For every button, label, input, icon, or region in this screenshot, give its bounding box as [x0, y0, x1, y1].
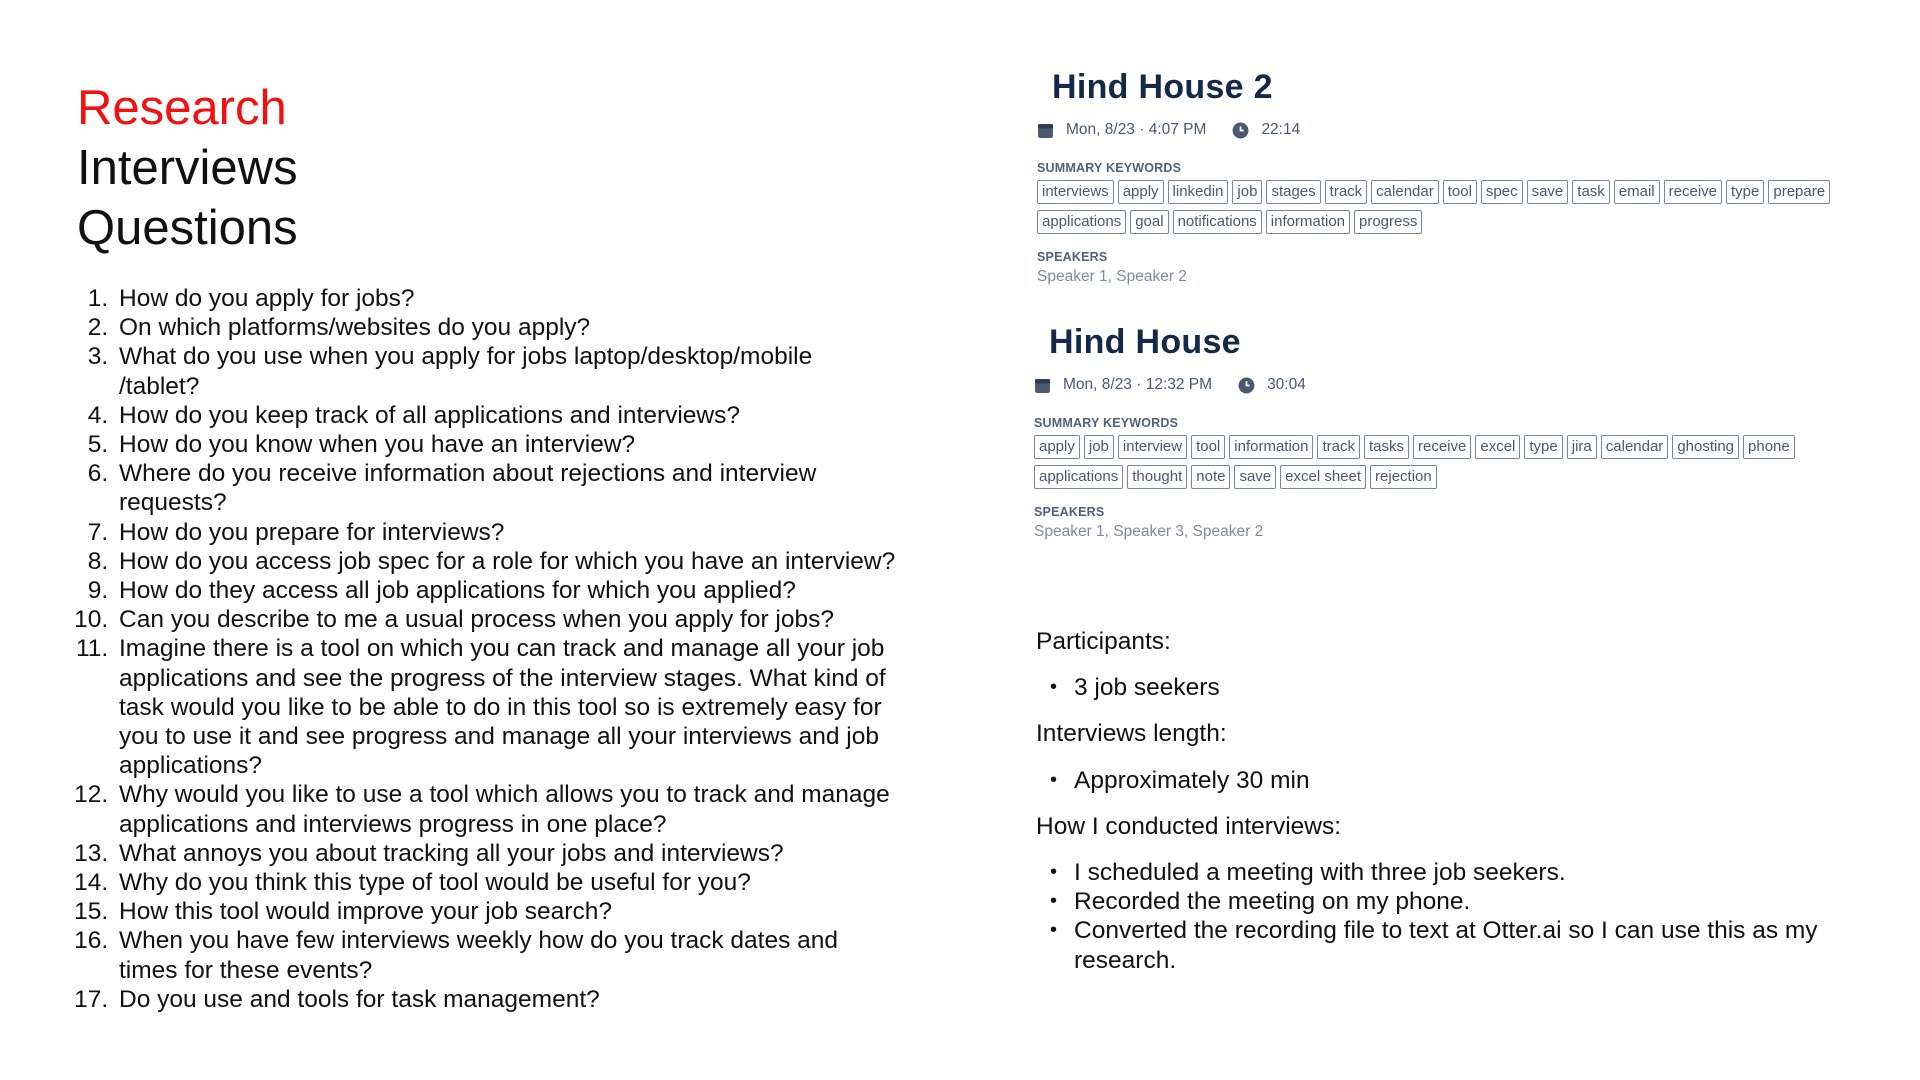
keyword-chip[interactable]: phone: [1743, 435, 1795, 459]
length-list: [1036, 766, 1856, 795]
card-duration: 22:14: [1261, 121, 1301, 138]
keyword-chip[interactable]: calendar: [1371, 180, 1439, 204]
participants-label: Participants:: [1036, 628, 1171, 655]
title-interviews: Interviews: [77, 141, 298, 195]
question-item: 14. Why do you think this type of tool would be useful for you?: [115, 868, 897, 897]
question-item: 11. Imagine there is a tool on which you can track and manage all your job applications and see the progress of the interview stages. What kind of task would you like to be able to do in this tool so is extremely easy for you to use it and see progress and manage all your interviews and job applications?: [115, 634, 897, 780]
keyword-chip[interactable]: notifications: [1173, 210, 1262, 234]
keyword-chip[interactable]: excel sheet: [1280, 465, 1366, 489]
question-item: 12. Why would you like to use a tool which allows you to track and manage applications and interviews progress in one place?: [115, 780, 897, 838]
method-item: • Converted the recording file to text at Otter.ai so I can use this as my research.: [1074, 916, 1856, 974]
question-item: 1. How do you apply for jobs?: [115, 284, 897, 313]
card-meta: [1037, 121, 1897, 139]
card-duration: 30:04: [1267, 376, 1306, 393]
card-date: Mon, 8/23 · 12:32 PM: [1063, 376, 1213, 393]
card-title[interactable]: Hind House 2: [1052, 68, 1273, 106]
keyword-chip[interactable]: applications: [1037, 210, 1126, 234]
keyword-chip[interactable]: save: [1527, 180, 1569, 204]
speakers-list: Speaker 1, Speaker 2: [1037, 268, 1187, 285]
keyword-chip[interactable]: apply: [1034, 435, 1080, 459]
interview-details: [1036, 627, 1856, 975]
keyword-chip[interactable]: spec: [1481, 180, 1523, 204]
question-item: 13. What annoys you about tracking all your jobs and interviews?: [115, 839, 897, 868]
speakers-list: Speaker 1, Speaker 3, Speaker 2: [1034, 523, 1264, 540]
question-item: 2. On which platforms/websites do you apply?: [115, 313, 897, 342]
keyword-chip[interactable]: task: [1572, 180, 1610, 204]
keyword-chip[interactable]: receive: [1413, 435, 1471, 459]
participants-list: [1036, 673, 1856, 702]
title-questions: Questions: [77, 201, 298, 255]
question-item: 4. How do you keep track of all applications and interviews?: [115, 401, 897, 430]
speakers-label: SPEAKERS: [1037, 250, 1108, 264]
keyword-chip[interactable]: type: [1726, 180, 1764, 204]
question-item: 15. How this tool would improve your job search?: [115, 897, 897, 926]
method-item: • I scheduled a meeting with three job seekers.: [1074, 858, 1856, 887]
keyword-chip[interactable]: job: [1084, 435, 1114, 459]
card-title[interactable]: Hind House: [1049, 323, 1241, 361]
keyword-chip[interactable]: track: [1317, 435, 1360, 459]
question-item: 5. How do you know when you have an interview?: [115, 430, 897, 459]
keyword-chip[interactable]: progress: [1354, 210, 1422, 234]
clock-icon: [1232, 122, 1249, 139]
clock-icon: [1238, 377, 1255, 394]
keyword-chip[interactable]: goal: [1130, 210, 1168, 234]
card-meta: [1034, 376, 1894, 394]
keywords-chips: [1034, 435, 1874, 495]
keyword-chip[interactable]: prepare: [1768, 180, 1830, 204]
keyword-chip[interactable]: information: [1229, 435, 1313, 459]
question-item: 3. What do you use when you apply for jobs laptop/desktop/mobile /tablet?: [115, 342, 897, 400]
question-item: 6. Where do you receive information about rejections and interview requests?: [115, 459, 897, 517]
keyword-chip[interactable]: type: [1524, 435, 1562, 459]
keyword-chip[interactable]: tool: [1443, 180, 1477, 204]
card-date: Mon, 8/23 · 4:07 PM: [1066, 121, 1207, 138]
page-title: [77, 78, 897, 258]
transcript-card-1[interactable]: [1037, 68, 1897, 286]
question-item: 16. When you have few interviews weekly how do you track dates and times for these events?: [115, 926, 897, 984]
keyword-chip[interactable]: calendar: [1601, 435, 1669, 459]
keyword-chip[interactable]: excel: [1475, 435, 1520, 459]
keyword-chip[interactable]: tasks: [1364, 435, 1409, 459]
transcript-card-2[interactable]: [1034, 323, 1894, 541]
keyword-chip[interactable]: receive: [1664, 180, 1722, 204]
title-research: Research: [77, 81, 287, 135]
question-item: 7. How do you prepare for interviews?: [115, 518, 897, 547]
length-label: Interviews length:: [1036, 720, 1227, 748]
keyword-chip[interactable]: stages: [1266, 180, 1320, 204]
keyword-chip[interactable]: note: [1191, 465, 1230, 489]
calendar-icon: [1034, 377, 1051, 394]
question-item: 8. How do you access job spec for a role for which you have an interview?: [115, 547, 897, 576]
keywords-chips: [1037, 180, 1877, 240]
keywords-label: SUMMARY KEYWORDS: [1037, 161, 1182, 175]
question-item: 17. Do you use and tools for task management?: [115, 985, 897, 1014]
length-item: • Approximately 30 min: [1074, 766, 1856, 795]
keyword-chip[interactable]: jira: [1567, 435, 1597, 459]
keyword-chip[interactable]: tool: [1191, 435, 1225, 459]
participants-item: • 3 job seekers: [1074, 673, 1856, 702]
keyword-chip[interactable]: job: [1232, 180, 1262, 204]
keyword-chip[interactable]: information: [1266, 210, 1350, 234]
questions-list: [77, 284, 897, 1014]
calendar-icon: [1037, 122, 1054, 139]
keyword-chip[interactable]: email: [1614, 180, 1660, 204]
keyword-chip[interactable]: track: [1325, 180, 1368, 204]
keyword-chip[interactable]: thought: [1127, 465, 1187, 489]
speakers-label: SPEAKERS: [1034, 505, 1105, 519]
keyword-chip[interactable]: interviews: [1037, 180, 1114, 204]
left-column: [77, 78, 897, 1014]
keyword-chip[interactable]: applications: [1034, 465, 1123, 489]
keyword-chip[interactable]: linkedin: [1168, 180, 1229, 204]
keyword-chip[interactable]: rejection: [1370, 465, 1437, 489]
method-label: How I conducted interviews:: [1036, 812, 1342, 840]
question-item: 9. How do they access all job applications for which you applied?: [115, 576, 897, 605]
keyword-chip[interactable]: ghosting: [1672, 435, 1739, 459]
question-item: 10. Can you describe to me a usual process when you apply for jobs?: [115, 605, 897, 634]
method-list: [1036, 858, 1856, 975]
keyword-chip[interactable]: interview: [1118, 435, 1187, 459]
keyword-chip[interactable]: apply: [1118, 180, 1164, 204]
method-item: • Recorded the meeting on my phone.: [1074, 887, 1856, 916]
keyword-chip[interactable]: save: [1234, 465, 1276, 489]
keywords-label: SUMMARY KEYWORDS: [1034, 416, 1179, 430]
